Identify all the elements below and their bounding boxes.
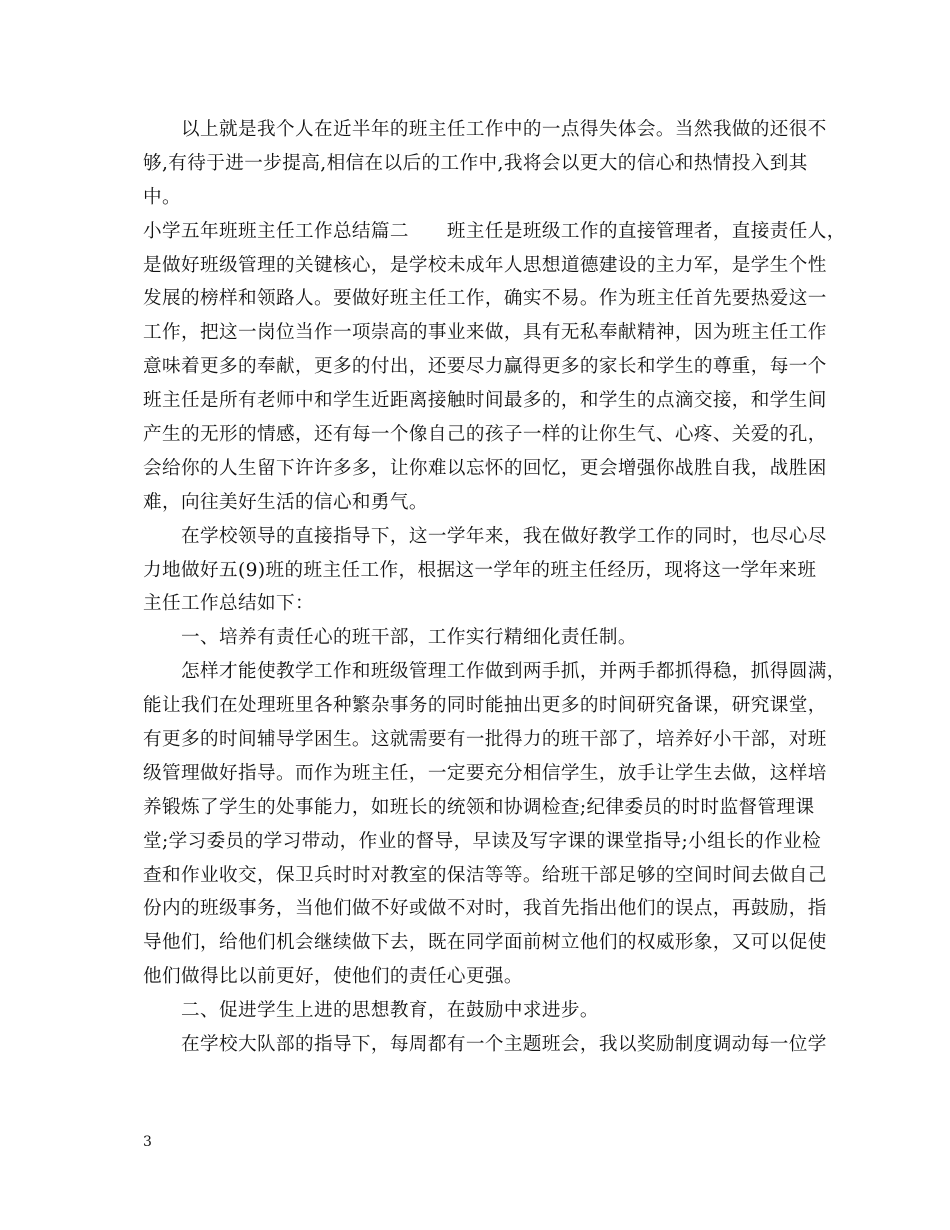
document-body: [143, 113, 846, 1062]
text-line: 以上就是我个人在近半年的班主任工作中的一点得失体会。当然我做的还很不: [143, 119, 827, 140]
text-line: 意味着更多的奉献，更多的付出，还要尽力赢得更多的家长和学生的尊重，每一个: [143, 356, 827, 378]
text-line: 工作，把这一岗位当作一项崇高的事业来做，具有无私奉献精神，因为班主任工作: [143, 322, 827, 344]
section-heading-line: 小学五年班班主任工作总结篇二 班主任是班级工作的直接管理者，直接责任人，: [143, 220, 846, 242]
text-line: 查和作业收交，保卫兵时时对教室的保洁等等。给班干部足够的空间时间去做自己: [143, 864, 827, 886]
text-line: 班主任是所有老师中和学生近距离接触时间最多的，和学生的点滴交接，和学生间: [143, 390, 827, 412]
text-line: 能让我们在处理班里各种繁杂事务的同时能抽出更多的时间研究备课，研究课堂，: [143, 695, 827, 717]
text-line: 主任工作总结如下：: [143, 593, 314, 615]
page-number: 3: [143, 1134, 152, 1150]
text-line: 会给你的人生留下许许多多，让你难以忘怀的回忆，更会增强你战胜自我，战胜困: [143, 457, 827, 479]
text-line: 是做好班级管理的关键核心，是学校未成年人思想道德建设的主力军，是学生个性: [143, 254, 827, 276]
text-line: 产生的无形的情感，还有每一个像自己的孩子一样的让你生气、心疼、关爱的孔，: [143, 424, 827, 446]
text-line: 在学校大队部的指导下，每周都有一个主题班会，我以奖励制度调动每一位学: [143, 1034, 827, 1056]
text-line: 养锻炼了学生的处事能力，如班长的统领和协调检查;纪律委员的时时监督管理课: [143, 796, 815, 818]
text-line: 够,有待于进一步提高,相信在以后的工作中,我将会以更大的信心和热情投入到其: [143, 152, 808, 174]
text-line: 他们做得比以前更好，使他们的责任心更强。: [143, 966, 523, 988]
text-line: 份内的班级事务，当他们做不好或做不对时，我首先指出他们的误点，再鼓励，指: [143, 898, 827, 920]
text-line: 怎样才能使教学工作和班级管理工作做到两手抓，并两手都抓得稳，抓得圆满，: [143, 661, 846, 683]
subheading-line: 二、促进学生上进的思想教育，在鼓励中求进步。: [143, 1000, 599, 1022]
text-line: 导他们，给他们机会继续做下去，既在同学面前树立他们的权威形象，又可以促使: [143, 932, 827, 954]
text-line: 发展的榜样和领路人。要做好班主任工作，确实不易。作为班主任首先要热爱这一: [143, 288, 827, 310]
text-line: 级管理做好指导。而作为班主任，一定要充分相信学生，放手让学生去做，这样培: [143, 762, 827, 784]
text-line: 堂;学习委员的学习带动，作业的督导，早读及写字课的课堂指导;小组长的作业检: [143, 830, 822, 852]
text-line: 中。: [143, 186, 181, 208]
text-line: 力地做好五(9)班的班主任工作，根据这一学年的班主任经历，现将这一学年来班: [143, 559, 817, 581]
text-line: 难，向往美好生活的信心和勇气。: [143, 491, 428, 513]
text-line: 在学校领导的直接指导下，这一学年来，我在做好教学工作的同时，也尽心尽: [143, 525, 827, 547]
subheading-line: 一、培养有责任心的班干部，工作实行精细化责任制。: [143, 627, 637, 649]
text-line: 有更多的时间辅导学困生。这就需要有一批得力的班干部了，培养好小干部，对班: [143, 729, 827, 751]
